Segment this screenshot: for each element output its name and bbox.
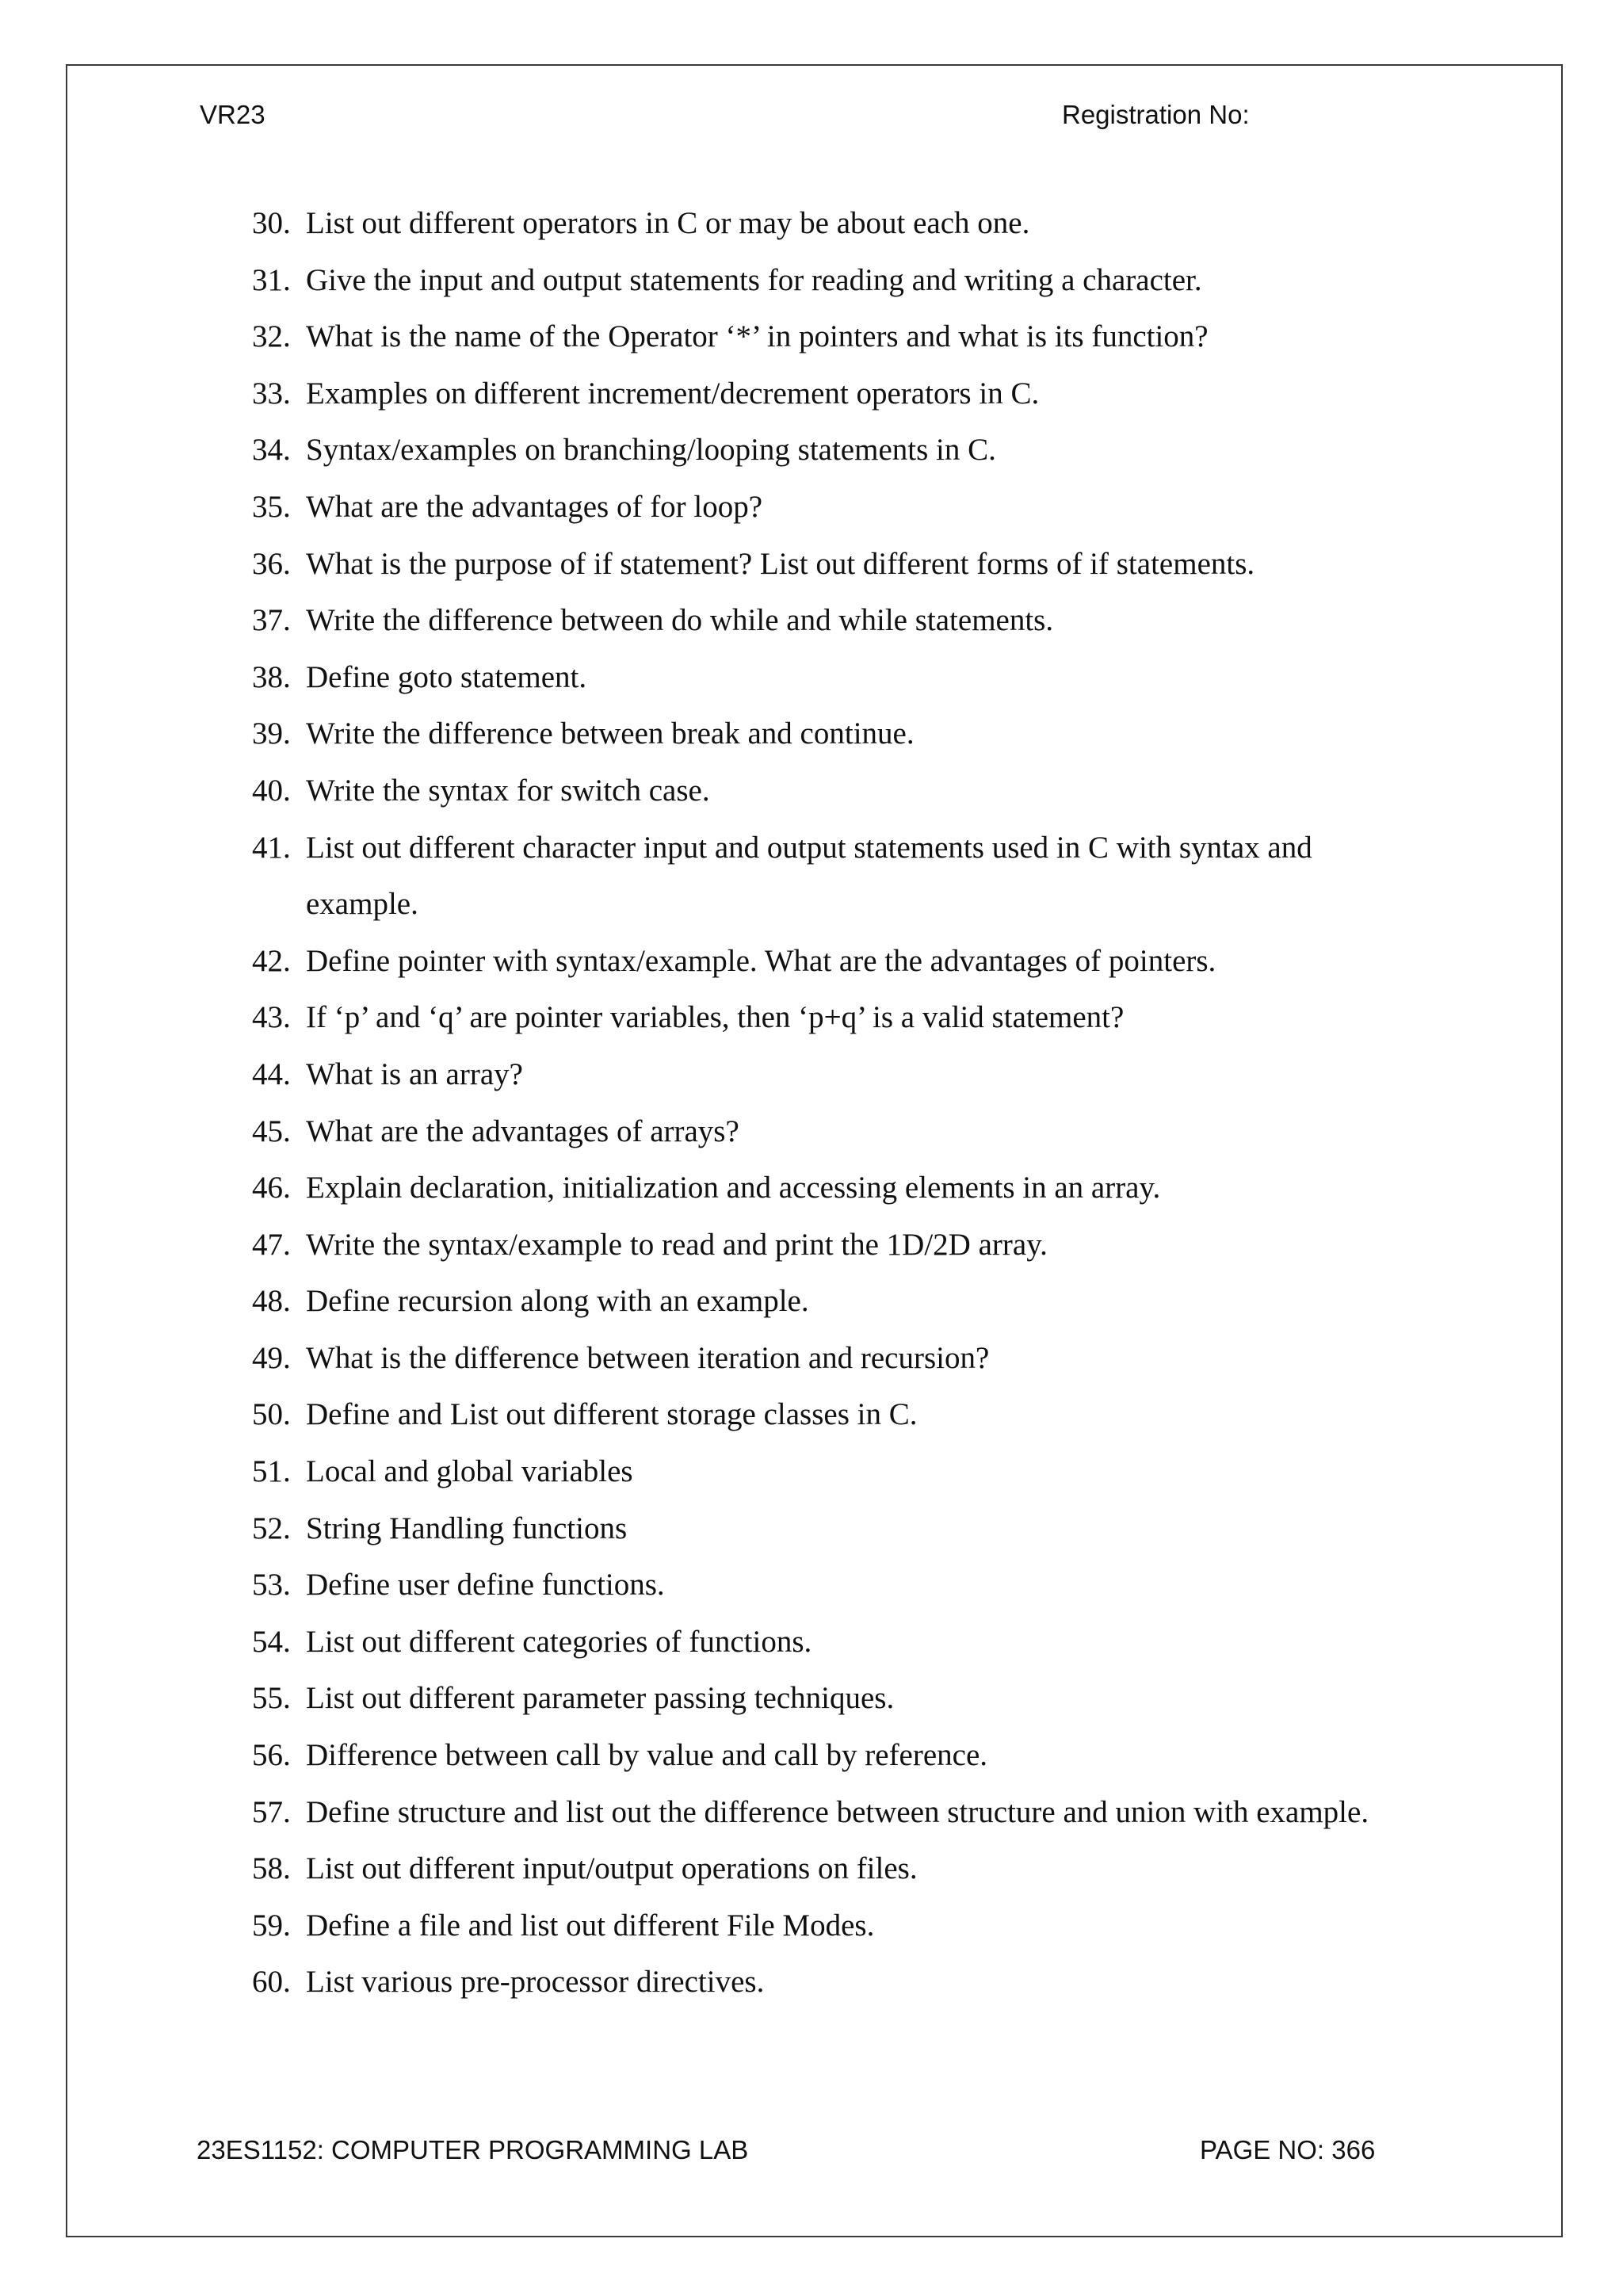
question-number: 48. <box>252 1284 291 1319</box>
question-text: What are the advantages of arrays? <box>306 1114 739 1148</box>
question-text: What is the purpose of if statement? List out different forms of if statements. <box>306 546 1255 581</box>
question-item <box>252 1217 1393 1274</box>
question-item <box>252 1500 1393 1557</box>
question-text: Examples on different increment/decrement operators in C. <box>306 376 1040 411</box>
question-text: Define structure and list out the difference between structure and union with example. <box>306 1794 1369 1829</box>
footer-course-title: 23ES1152: COMPUTER PROGRAMMING LAB <box>197 2135 749 2164</box>
question-number: 43. <box>252 1000 291 1035</box>
question-text: What is the name of the Operator ‘*’ in pointers and what is its function? <box>306 319 1209 354</box>
question-number: 55. <box>252 1681 291 1716</box>
question-item <box>252 1273 1393 1330</box>
question-number: 42. <box>252 943 291 978</box>
question-number: 57. <box>252 1794 291 1829</box>
question-item <box>252 195 1393 252</box>
question-text: Define and List out different storage classes in C. <box>306 1397 918 1432</box>
question-number: 30. <box>252 206 291 240</box>
question-text: Write the syntax/example to read and print the 1D/2D array. <box>306 1227 1048 1262</box>
question-text: List various pre-processor directives. <box>306 1965 765 2000</box>
footer-page-number: PAGE NO: 366 <box>1200 2135 1376 2164</box>
question-text: List out different parameter passing techniques. <box>306 1681 895 1716</box>
question-item <box>252 705 1393 762</box>
question-number: 51. <box>252 1454 291 1489</box>
question-text: What is the difference between iteration and recursion? <box>306 1340 990 1375</box>
question-number: 39. <box>252 716 291 751</box>
question-number: 45. <box>252 1114 291 1148</box>
question-item <box>252 1614 1393 1671</box>
question-number: 58. <box>252 1851 291 1886</box>
question-item <box>252 649 1393 706</box>
question-number: 35. <box>252 489 291 524</box>
header-registration-label: Registration No: <box>1062 100 1250 129</box>
question-item <box>252 1386 1393 1443</box>
question-item <box>252 1954 1393 2011</box>
question-text: String Handling functions <box>306 1511 628 1545</box>
question-number: 46. <box>252 1171 291 1205</box>
question-item <box>252 1897 1393 1954</box>
question-text: Write the difference between break and continue. <box>306 716 915 751</box>
question-number: 40. <box>252 773 291 808</box>
question-text: Define recursion along with an example. <box>306 1284 809 1319</box>
question-item <box>252 1840 1393 1897</box>
question-text: Define pointer with syntax/example. What are the advantages of pointers. <box>306 943 1216 978</box>
question-item <box>252 365 1393 422</box>
question-list <box>252 195 1393 2011</box>
question-item <box>252 762 1393 819</box>
question-item <box>252 592 1393 649</box>
question-number: 54. <box>252 1624 291 1659</box>
question-number: 49. <box>252 1340 291 1375</box>
question-item <box>252 1670 1393 1727</box>
question-number: 53. <box>252 1568 291 1603</box>
question-number: 44. <box>252 1056 291 1091</box>
question-item <box>252 1103 1393 1160</box>
question-item <box>252 1159 1393 1217</box>
question-text: List out different input/output operations on files. <box>306 1851 918 1886</box>
question-number: 32. <box>252 319 291 354</box>
question-item <box>252 1727 1393 1784</box>
question-text: What are the advantages of for loop? <box>306 489 763 524</box>
question-text: Write the syntax for switch case. <box>306 773 710 808</box>
question-item <box>252 479 1393 536</box>
question-item <box>252 989 1393 1046</box>
question-item <box>252 933 1393 990</box>
question-item <box>252 308 1393 365</box>
question-number: 41. <box>252 830 291 865</box>
question-text: Explain declaration, initialization and accessing elements in an array. <box>306 1171 1161 1205</box>
question-item <box>252 1784 1393 1841</box>
question-number: 37. <box>252 603 291 638</box>
question-number: 59. <box>252 1908 291 1943</box>
question-number: 50. <box>252 1397 291 1432</box>
question-text: Give the input and output statements for reading and writing a character. <box>306 262 1202 297</box>
question-number: 38. <box>252 659 291 694</box>
question-number: 47. <box>252 1227 291 1262</box>
question-item <box>252 536 1393 593</box>
question-item <box>252 252 1393 309</box>
question-text: List out different character input and output statements used in C with syntax and example. <box>306 830 1312 922</box>
question-item <box>252 1330 1393 1387</box>
question-number: 52. <box>252 1511 291 1545</box>
question-text: What is an array? <box>306 1056 523 1091</box>
question-number: 56. <box>252 1738 291 1773</box>
header-course-code: VR23 <box>200 100 265 129</box>
question-number: 33. <box>252 376 291 411</box>
question-text: Define goto statement. <box>306 659 587 694</box>
question-number: 36. <box>252 546 291 581</box>
question-text: Local and global variables <box>306 1454 633 1489</box>
question-item <box>252 1557 1393 1614</box>
question-number: 34. <box>252 433 291 468</box>
question-text: Define user define functions. <box>306 1568 665 1603</box>
question-text: Difference between call by value and call by reference. <box>306 1738 988 1773</box>
question-number: 60. <box>252 1965 291 2000</box>
question-number: 31. <box>252 262 291 297</box>
question-item <box>252 422 1393 479</box>
question-text: List out different operators in C or may be about each one. <box>306 206 1030 240</box>
question-text: Write the difference between do while and while statements. <box>306 603 1054 638</box>
question-item <box>252 819 1393 933</box>
question-item <box>252 1046 1393 1103</box>
question-text: Syntax/examples on branching/looping statements in C. <box>306 433 996 468</box>
question-text: Define a file and list out different File Modes. <box>306 1908 875 1943</box>
question-text: If ‘p’ and ‘q’ are pointer variables, then ‘p+q’ is a valid statement? <box>306 1000 1125 1035</box>
question-text: List out different categories of functions. <box>306 1624 812 1659</box>
question-item <box>252 1443 1393 1500</box>
